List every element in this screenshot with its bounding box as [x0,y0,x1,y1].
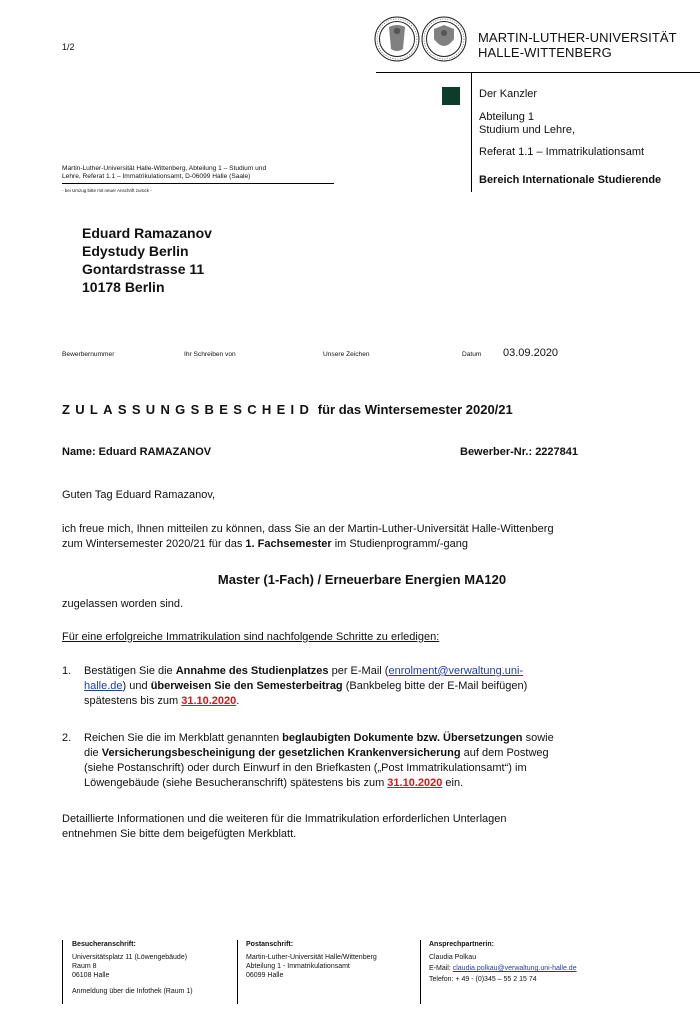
unit: Referat 1.1 – Immatrikulationsamt [479,146,645,158]
admitted-text: zugelassen worden sind. [62,598,184,610]
footer-divider-2 [237,940,238,1004]
university-seals-logo [374,13,468,65]
document-title [62,402,662,417]
sender-note: - bei Umzug bitte mit neuer Anschrift zurück - [62,188,152,193]
contact-email-link[interactable]: claudia.polkau@verwaltung.uni-halle.de [452,965,577,972]
our-reference-label: Unsere Zeichen [323,351,370,358]
enrolment-email-link-cont[interactable]: halle.de [84,680,123,692]
recipient-company: Edystudy Berlin [82,243,189,259]
enrolment-email-link[interactable]: enrolment@verwaltung.uni- [388,665,524,677]
applicant-number-label: Bewerbernummer [62,351,115,358]
applicant-number: Bewerber-Nr.: 2227841 [460,446,579,458]
recipient-city: 10178 Berlin [82,279,165,295]
page-number: 1/2 [62,42,75,52]
date-label: Datum [462,351,482,358]
footer-divider-1 [62,940,63,1004]
university-name: MARTIN-LUTHER-UNIVERSITÄT HALLE-WITTENBERG [478,30,677,60]
intro-paragraph: ich freue mich, Ihnen mitteilen zu können, dass Sie an der Martin-Luther-Universität Halle-Wittenberg zum Wintersemester 2020/21 für das 1. Fachsemester im Studienprogramm/-gang [62,523,554,550]
department: Abteilung 1 Studium und Lehre, [479,111,576,136]
recipient-street: Gontardstrasse 11 [82,261,205,277]
applicant-name: Name: Eduard RAMAZANOV [62,446,212,458]
study-program: Master (1-Fach) / Erneuerbare Energien MA120 [217,572,507,587]
step-1: Bestätigen Sie die Annahme des Studienplatzes per E-Mail (enrolment@verwaltung.uni- halle.de) und überweisen Sie den Semesterbeitrag (Bankbeleg bitte der E-Mail beifügen) spätestens bis zum 31.10.2020. [84,665,528,707]
letterhead-horizontal-rule [376,72,700,73]
step-1-number: 1. [62,665,72,677]
office-title: Der Kanzler [479,88,538,100]
sender-address: Martin-Luther-Universität Halle-Wittenberg, Abteilung 1 – Studium und Lehre, Referat 1.1 – Immatrikulationsamt, D-06099 Halle (Saale) [62,165,267,180]
letter-date: 03.09.2020 [503,347,559,359]
closing-paragraph: Detaillierte Informationen und die weiteren für die Immatrikulation erforderlichen Unterlagen entnehmen Sie bitte dem beigefügten Merkblatt. [62,813,507,840]
document-title-rest: für das Wintersemester 2020/21 [317,402,513,417]
step-2-deadline: 31.10.2020 [387,777,443,789]
step-2: Reichen Sie die im Merkblatt genannten beglaubigten Dokumente bzw. Übersetzungen sowie die Versicherungsbescheinigung der gesetzlichen Krankenversicherung auf dem Postweg (siehe Postanschrift) oder durch Einwurf in den Briefkasten („Post Immatrikulationsamt“) im Löwengebäude (siehe Besucheranschrift) spätestens bis zum 31.10.2020 ein. [84,732,554,789]
section: Bereich Internationale Studierende [479,174,662,186]
footer-divider-3 [420,940,421,1004]
greeting: Guten Tag Eduard Ramazanov, [62,489,216,501]
brand-square [442,87,460,105]
step-1-deadline: 31.10.2020 [181,695,237,707]
step-2-number: 2. [62,732,72,744]
document-title-main: ZULASSUNGSBESCHEID [62,402,315,417]
sender-rule [62,183,334,184]
recipient-address [82,224,212,296]
your-letter-label: Ihr Schreiben von [184,351,236,358]
footer-postal-address: Postanschrift: Martin-Luther-Universität Halle/Wittenberg Abteilung 1 - Immatrikulationsamt 06099 Halle [246,941,377,979]
recipient-name: Eduard Ramazanov [82,225,212,241]
footer-contact: Ansprechpartnerin: Claudia Polkau E-Mail: claudia.polkau@verwaltung.uni-halle.de Telefon: + 49 - (0)345 – 55 2 15 74 [429,941,577,983]
steps-heading: Für eine erfolgreiche Immatrikulation sind nachfolgende Schritte zu erledigen: [62,631,440,643]
footer-visitor-address: Besucheranschrift: Universitätsplatz 11 (Löwengebäude) Raum 8 06108 Halle Anmeldung über die Infothek (Raum 1) [72,941,193,995]
letterhead-vertical-rule [471,72,472,192]
